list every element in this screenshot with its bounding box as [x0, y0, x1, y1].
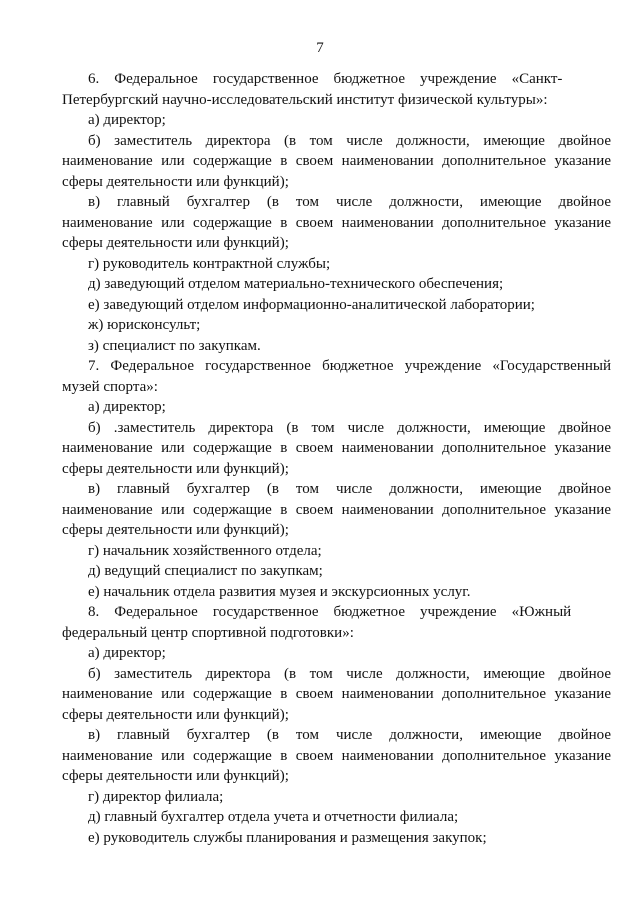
text-line: д) ведущий специалист по закупкам; — [88, 563, 323, 579]
text-line: Петербургский научно-исследовательский институт физической культуры»: — [62, 91, 548, 108]
text-line: д) главный бухгалтер отдела учета и отчетности филиала; — [88, 809, 459, 825]
text-line: б) заместитель директора (в том числе должности, имеющие двойное — [88, 132, 611, 149]
text-line: в) главный бухгалтер (в том числе должности, имеющие двойное — [88, 727, 611, 743]
text-line: б) .заместитель директора (в том числе должности, имеющие двойное — [88, 419, 611, 436]
document-body — [62, 69, 611, 848]
text-line: з) специалист по закупкам. — [88, 337, 261, 354]
text-line: наименование или содержащие в своем наименовании дополнительное указание — [62, 501, 611, 518]
text-line: 8. Федеральное государственное бюджетное учреждение «Южный — [88, 604, 572, 620]
text-line: д) заведующий отделом материально-технического обеспечения; — [88, 276, 504, 292]
text-line: а) директор; — [88, 645, 166, 661]
text-line: сферы деятельности или функций); — [62, 235, 289, 251]
text-line: сферы деятельности или функций); — [62, 460, 289, 477]
text-line: е) руководитель службы планирования и размещения закупок; — [88, 829, 487, 846]
text-line: наименование или содержащие в своем наименовании дополнительное указание — [62, 214, 611, 231]
text-line: федеральный центр спортивной подготовки»: — [62, 624, 354, 641]
text-line: г) директор филиала; — [88, 788, 224, 805]
text-line: наименование или содержащие в своем наименовании дополнительное указание — [62, 686, 611, 702]
text-line: сферы деятельности или функций); — [62, 522, 289, 538]
text-line: е) начальник отдела развития музея и экскурсионных услуг. — [88, 583, 471, 600]
text-line: 6. Федеральное государственное бюджетное учреждение «Санкт- — [88, 71, 563, 87]
text-line: е) заведующий отделом информационно-аналитической лаборатории; — [88, 296, 535, 313]
text-line: сферы деятельности или функций); — [62, 706, 289, 723]
text-line: сферы деятельности или функций); — [62, 768, 289, 784]
text-line: г) руководитель контрактной службы; — [88, 255, 331, 272]
text-line: наименование или содержащие в своем наименовании дополнительное указание — [62, 153, 611, 169]
text-line: г) начальник хозяйственного отдела; — [88, 542, 322, 559]
text-line: 7. Федеральное государственное бюджетное учреждение «Государственный — [88, 358, 611, 374]
text-line: сферы деятельности или функций); — [62, 173, 289, 190]
text-line: ж) юрисконсульт; — [88, 317, 201, 333]
text-line: музей спорта»: — [62, 378, 158, 395]
text-line: в) главный бухгалтер (в том числе должности, имеющие двойное — [88, 481, 611, 497]
text-line: б) заместитель директора (в том числе должности, имеющие двойное — [88, 665, 611, 682]
text-line: а) директор; — [88, 112, 166, 128]
text-line: в) главный бухгалтер (в том числе должности, имеющие двойное — [88, 194, 611, 210]
text-line: наименование или содержащие в своем наименовании дополнительное указание — [62, 440, 611, 456]
page-number: 7 — [316, 40, 324, 56]
text-line: а) директор; — [88, 399, 166, 415]
text-line: наименование или содержащие в своем наименовании дополнительное указание — [62, 747, 611, 764]
